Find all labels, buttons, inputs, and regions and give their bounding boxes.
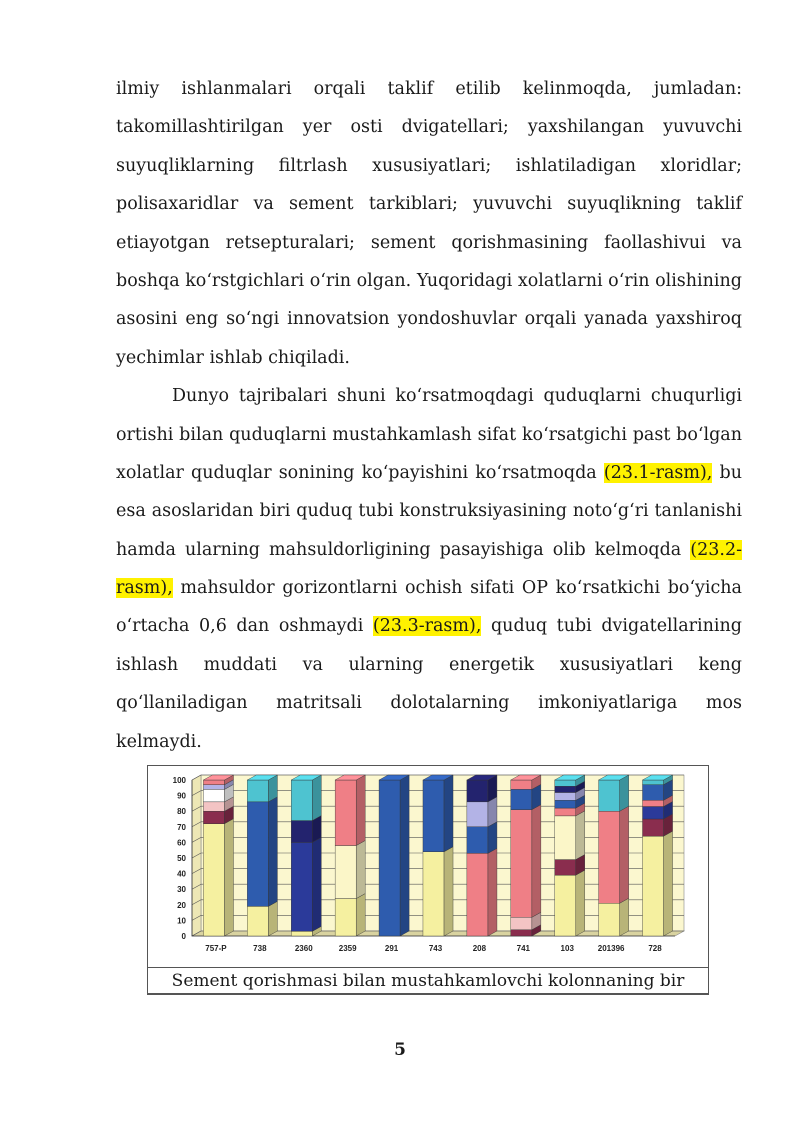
bar-segment-side	[356, 775, 365, 846]
bar-segment-side	[268, 797, 277, 907]
bar-segment	[203, 824, 224, 936]
text-line: kelmaydi.	[116, 731, 202, 752]
bar-segment	[335, 780, 356, 846]
bar-segment	[643, 836, 664, 936]
text-line: yechimlar ishlab chiqiladi.	[116, 347, 350, 368]
bar-segment	[555, 792, 576, 800]
text-span: mahsuldor gorizontlarni ochish sifati OP ko‘rsatkichi bo‘yicha	[172, 578, 742, 599]
x-tick-label: 2359	[338, 944, 357, 953]
text-line: suyuqliklarning filtrlash xususiyatlari; ishlatiladigan xloridlar;	[116, 155, 742, 176]
text-line: asosini eng so‘ngi innovatsion yondoshuvlar orqali yanada yaxshiroq	[116, 309, 742, 330]
bar-segment	[335, 846, 356, 899]
y-tick-label: 20	[177, 900, 186, 910]
bar-segment-side	[444, 847, 453, 936]
text-line: takomillashtirilgan yer osti dvigatellari; yaxshilangan yuvuvchi	[116, 117, 742, 138]
bar-segment	[511, 789, 532, 809]
bar-segment	[467, 802, 488, 827]
bar-segment	[599, 903, 620, 936]
text-span: o‘rtacha 0,6 dan oshmaydi	[116, 616, 373, 637]
y-tick-label: 30	[177, 885, 186, 895]
bar-segment	[467, 853, 488, 936]
bar-segment-side	[356, 841, 365, 899]
bar-segment	[291, 821, 312, 843]
bar-segment	[555, 875, 576, 936]
bar-segment	[511, 810, 532, 918]
bar-segment	[335, 899, 356, 936]
text-line: esa asoslaridan biri quduq tubi konstruksiyasining noto‘g‘ri tanlanishi	[116, 501, 742, 522]
text-span: quduq tubi dvigatellarining	[481, 616, 742, 637]
bar-segment	[203, 780, 224, 785]
figure-reference: rasm),	[116, 578, 173, 599]
bar-segment	[555, 786, 576, 792]
bar-segment	[203, 811, 224, 823]
bar-segment	[555, 816, 576, 860]
bar-segment	[599, 811, 620, 903]
page-number: 5	[394, 1040, 406, 1060]
bar-segment	[643, 819, 664, 836]
bar-segment-side	[488, 848, 497, 936]
bar-segment	[423, 852, 444, 936]
bar-segment	[555, 780, 576, 786]
x-tick-label: 2360	[294, 944, 313, 953]
text-line: ortishi bilan quduqlarni mustahkamlash sifat ko‘rsatgichi past bo‘lgan	[116, 424, 742, 445]
bar-segment-side	[444, 775, 453, 852]
bar-segment	[203, 789, 224, 801]
bar-segment	[203, 802, 224, 811]
x-tick-label: 743	[428, 944, 443, 953]
bar-segment	[203, 785, 224, 790]
text-line	[116, 531, 742, 569]
y-tick-label: 0	[181, 932, 186, 941]
bar-segment-side	[488, 822, 497, 854]
bar-segment	[247, 780, 268, 802]
x-tick-label: 738	[253, 944, 267, 953]
bar-segment	[467, 780, 488, 802]
bar-segment-side	[532, 805, 541, 918]
bar-segment-side	[576, 870, 585, 936]
bar-segment	[467, 827, 488, 854]
bar-segment-side	[620, 898, 629, 936]
y-tick-label: 90	[177, 791, 186, 801]
y-tick-label: 50	[177, 854, 186, 863]
y-tick-label: 40	[177, 869, 186, 879]
bar-segment	[291, 780, 312, 821]
x-tick-label: 757-P	[205, 944, 227, 953]
text-line	[116, 607, 742, 645]
body-text	[116, 70, 742, 761]
figure-reference: (23.3-rasm),	[372, 616, 482, 637]
text-span: bu	[712, 462, 742, 483]
bar-segment-side	[312, 837, 321, 931]
y-tick-label: 70	[177, 822, 186, 832]
x-tick-label: 291	[384, 944, 399, 953]
bar-segment	[555, 800, 576, 808]
bar-segment	[247, 906, 268, 936]
bar-segment	[291, 931, 312, 936]
text-span: hamda ularning mahsuldorligining pasayishiga olib kelmoqda	[116, 539, 691, 560]
y-tick-label: 60	[177, 838, 186, 848]
bar-segment-side	[268, 901, 277, 936]
text-line	[116, 569, 742, 607]
figure-caption: Sement qorishmasi bilan mustahkamlovchi kolonnaning bir	[147, 967, 709, 995]
bar-segment	[643, 800, 664, 806]
bar-segment	[555, 808, 576, 816]
bar-segment-side	[400, 775, 409, 936]
stacked-bar-chart	[148, 766, 708, 966]
bar-segment	[291, 842, 312, 931]
x-tick-label: 201396	[597, 944, 625, 953]
text-span: xolatlar quduqlar sonining ko‘payishini ko‘rsatmoqda	[116, 462, 604, 483]
x-tick-label: 741	[516, 944, 530, 953]
bar-segment	[643, 785, 664, 801]
bar-segment	[511, 917, 532, 929]
y-tick-label: 10	[177, 916, 186, 926]
text-line: qo‘llaniladigan matritsali dolotalarning imkoniyatlariga mos	[116, 693, 742, 714]
text-line: Dunyo tajribalari shuni ko‘rsatmoqdagi quduqlarni chuqurligi	[172, 386, 742, 407]
text-line: etiayotgan retsepturalari; sement qorishmasining faollashivui va	[116, 232, 742, 253]
bar-segment-side	[664, 831, 673, 936]
bar-segment-side	[488, 797, 497, 827]
bar-segment-side	[576, 811, 585, 860]
bar-segment-side	[224, 819, 233, 936]
bar-segment	[511, 930, 532, 936]
y-tick-label: 80	[177, 807, 186, 817]
figure-reference: (23.1-rasm),	[603, 462, 713, 483]
figure	[147, 765, 709, 994]
text-line: polisaxaridlar va sement tarkiblari; yuvuvchi suyuqlikning taklif	[116, 194, 742, 215]
text-line: ilmiy ishlanmalari orqali taklif etilib kelinmoqda, jumladan:	[116, 79, 742, 99]
bar-segment	[423, 780, 444, 852]
text-line	[116, 454, 742, 492]
bar-segment	[643, 807, 664, 819]
bar-segment	[247, 802, 268, 907]
y-tick-label: 100	[172, 776, 186, 785]
bar-segment	[599, 780, 620, 811]
bar-segment-side	[620, 775, 629, 811]
bar-segment	[555, 860, 576, 876]
x-tick-label: 208	[472, 944, 487, 953]
figure-reference: (23.2-	[690, 539, 742, 560]
text-line: boshqa ko‘rstgichlari o‘rin olgan. Yuqoridagi xolatlarni o‘rin olishining	[116, 270, 742, 291]
bar-segment	[379, 780, 400, 936]
bar-segment-side	[312, 775, 321, 821]
bar-segment	[511, 780, 532, 789]
bar-segment	[643, 780, 664, 785]
text-line: ishlash muddati va ularning energetik xususiyatlari keng	[116, 654, 742, 675]
x-tick-label: 103	[560, 944, 574, 953]
x-tick-label: 728	[648, 944, 662, 953]
bar-segment-side	[356, 894, 365, 936]
bar-segment-side	[620, 806, 629, 903]
